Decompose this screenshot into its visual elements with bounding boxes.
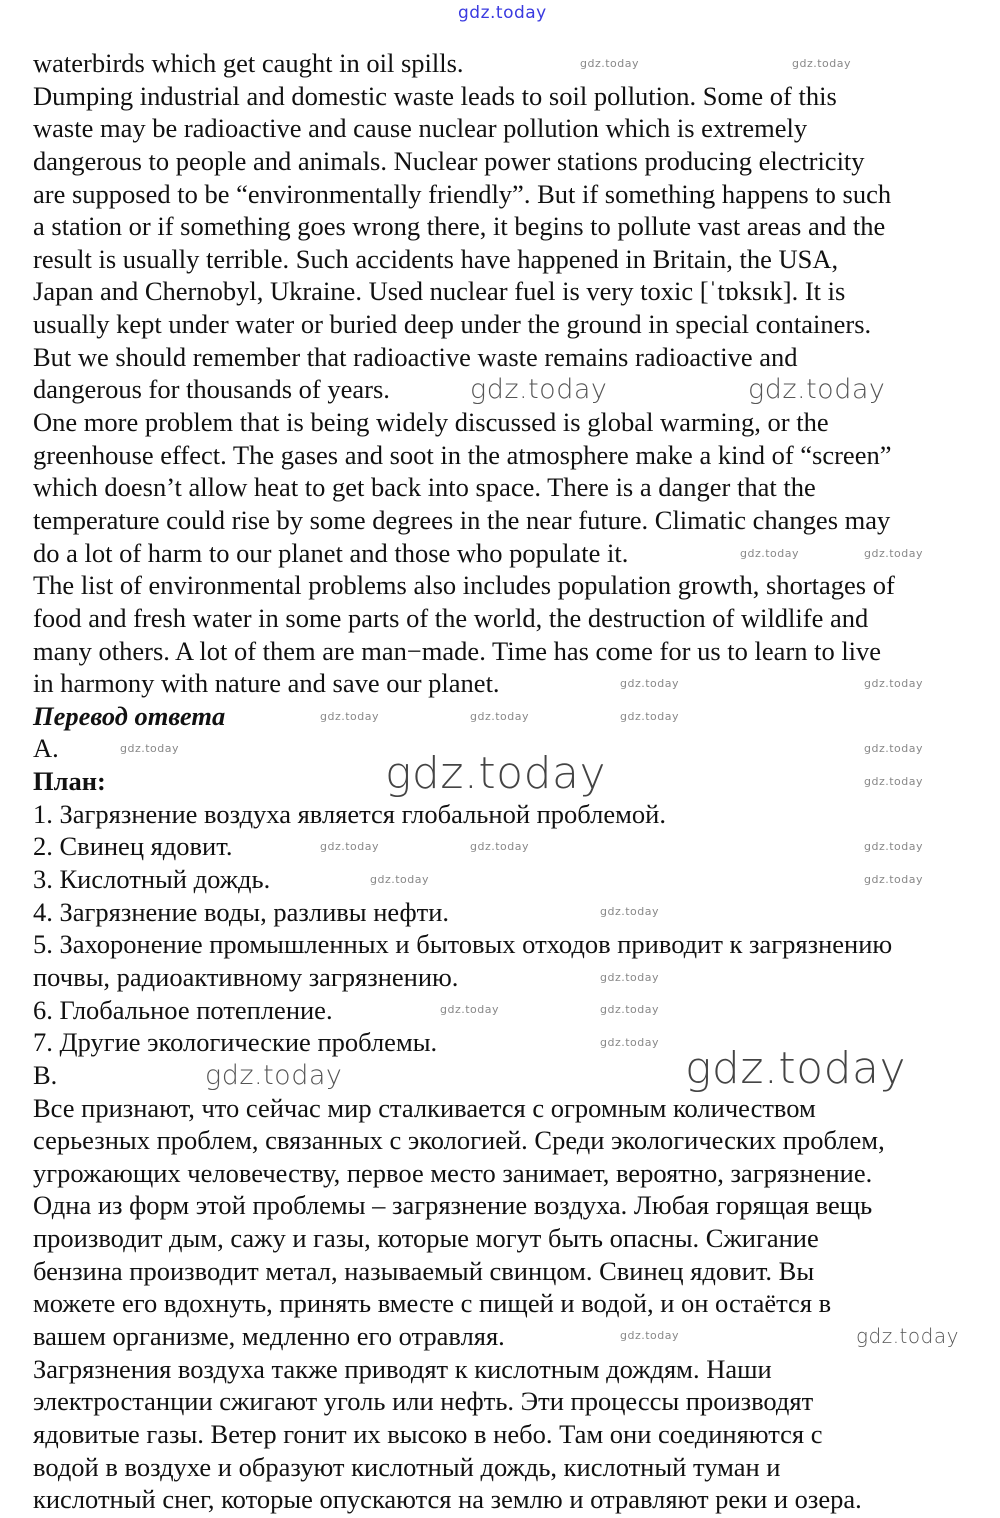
text-line: угрожающих человечеству, первое место занимает, вероятно, загрязнение. [33,1157,873,1188]
text-line: можете его вдохнуть, принять вместе с пищей и водой, и он остаётся в [33,1288,832,1319]
text-line: 4. Загрязнение воды, разливы нефти. [33,896,450,927]
watermark: gdz.today [470,374,608,405]
watermark: gdz.today [600,1036,660,1049]
text-line: водой в воздухе и образуют кислотный дождь, кислотный туман и [33,1451,781,1482]
watermark: gdz.today [385,748,607,799]
watermark: gdz.today [864,677,924,690]
text-line: dangerous to people and animals. Nuclear power stations producing electricity [33,145,865,176]
watermark: gdz.today [205,1060,343,1091]
text-line: do a lot of harm to our planet and those who populate it. [33,537,629,568]
text-line: temperature could rise by some degrees in the near future. Climatic changes may [33,504,891,535]
watermark: gdz.today [370,873,430,886]
text-line: food and fresh water in some parts of the world, the destruction of wildlife and [33,602,869,633]
watermark: gdz.today [620,677,680,690]
text-line: бензина производит метал, называемый свинцом. Свинец ядовит. Вы [33,1255,815,1286]
watermark: gdz.today [320,840,380,853]
text-line: dangerous for thousands of years. [33,374,390,405]
text-line: электростанции сжигают уголь или нефть. Эти процессы производят [33,1386,814,1417]
watermark: gdz.today [748,374,886,405]
text-line: 3. Кислотный дождь. [33,864,271,895]
text-line: почвы, радиоактивному загрязнению. [33,961,459,992]
text-line: One more problem that is being widely discussed is global warming, or the [33,407,829,438]
watermark: gdz.today [864,547,924,560]
plan-heading: План: [33,766,106,797]
text-line: many others. A lot of them are man−made. Time has come for us to learn to live [33,635,882,666]
text-line: 5. Захоронение промышленных и бытовых отходов приводит к загрязнению [33,929,893,960]
text-line: are supposed to be “environmentally friendly”. But if something happens to such [33,178,892,209]
text-line: usually kept under water or buried deep under the ground in special containers. [33,309,872,340]
watermark: gdz.today [580,57,640,70]
watermark: gdz.today [685,1043,907,1094]
text-line: But we should remember that radioactive waste remains radioactive and [33,341,798,372]
text-line: кислотный снег, которые опускаются на землю и отравляют реки и озера. [33,1484,862,1515]
watermark: gdz.today [470,710,530,723]
text-line: серьезных проблем, связанных с экологией. Среди экологических проблем, [33,1125,885,1156]
text-line: A. [33,733,59,764]
text-line: result is usually terrible. Such accidents have happened in Britain, the USA, [33,243,839,274]
watermark: gdz.today [740,547,800,560]
watermark: gdz.today [620,710,680,723]
watermark: gdz.today [864,840,924,853]
text-line: waste may be radioactive and cause nuclear pollution which is extremely [33,113,808,144]
text-line: B. [33,1059,58,1090]
section-heading: Перевод ответа [33,700,226,731]
text-line: which doesn’t allow heat to get back into space. There is a danger that the [33,472,816,503]
watermark: gdz.today [320,710,380,723]
text-line: 2. Свинец ядовит. [33,831,233,862]
watermark: gdz.today [120,742,180,755]
text-line: Все признают, что сейчас мир сталкивается с огромным количеством [33,1092,816,1123]
watermark: gdz.today [600,905,660,918]
text-line: Dumping industrial and domestic waste leads to soil pollution. Some of this [33,80,837,111]
watermark: gdz.today [864,873,924,886]
watermark: gdz.today [792,57,852,70]
text-line: waterbirds which get caught in oil spills. [33,48,464,78]
text-line: производит дым, сажу и газы, которые могут быть опасны. Сжигание [33,1223,819,1254]
text-line: Загрязнения воздуха также приводят к кислотным дождям. Наши [33,1353,772,1384]
text-line: ядовитые газы. Ветер гонит их высоко в небо. Там они соединяются с [33,1418,823,1449]
text-line: 6. Глобальное потепление. [33,994,333,1025]
watermark: gdz.today [600,1003,660,1016]
text-line: greenhouse effect. The gases and soot in the atmosphere make a kind of “screen” [33,439,892,470]
watermark: gdz.today [856,1324,959,1348]
text-line: 1. Загрязнение воздуха является глобальной проблемой. [33,798,666,829]
text-line: вашем организме, медленно его отравляя. [33,1320,505,1351]
text-line: Одна из форм этой проблемы – загрязнение воздуха. Любая горящая вещь [33,1190,873,1221]
watermark: gdz.today [864,742,924,755]
text-line: The list of environmental problems also includes population growth, shortages of [33,570,895,601]
text-line: 7. Другие экологические проблемы. [33,1027,438,1058]
text-line: a station or if something goes wrong there, it begins to pollute vast areas and the [33,211,886,242]
watermark: gdz.today [864,775,924,788]
watermark: gdz.today [620,1329,680,1342]
watermark: gdz.today [470,840,530,853]
watermark: gdz.today [600,971,660,984]
watermark: gdz.today [458,3,547,23]
text-line: Japan and Chernobyl, Ukraine. Used nuclear fuel is very toxic [ˈtɒksɪk]. It is [33,276,846,307]
watermark: gdz.today [440,1003,500,1016]
text-line: in harmony with nature and save our planet. [33,668,500,699]
